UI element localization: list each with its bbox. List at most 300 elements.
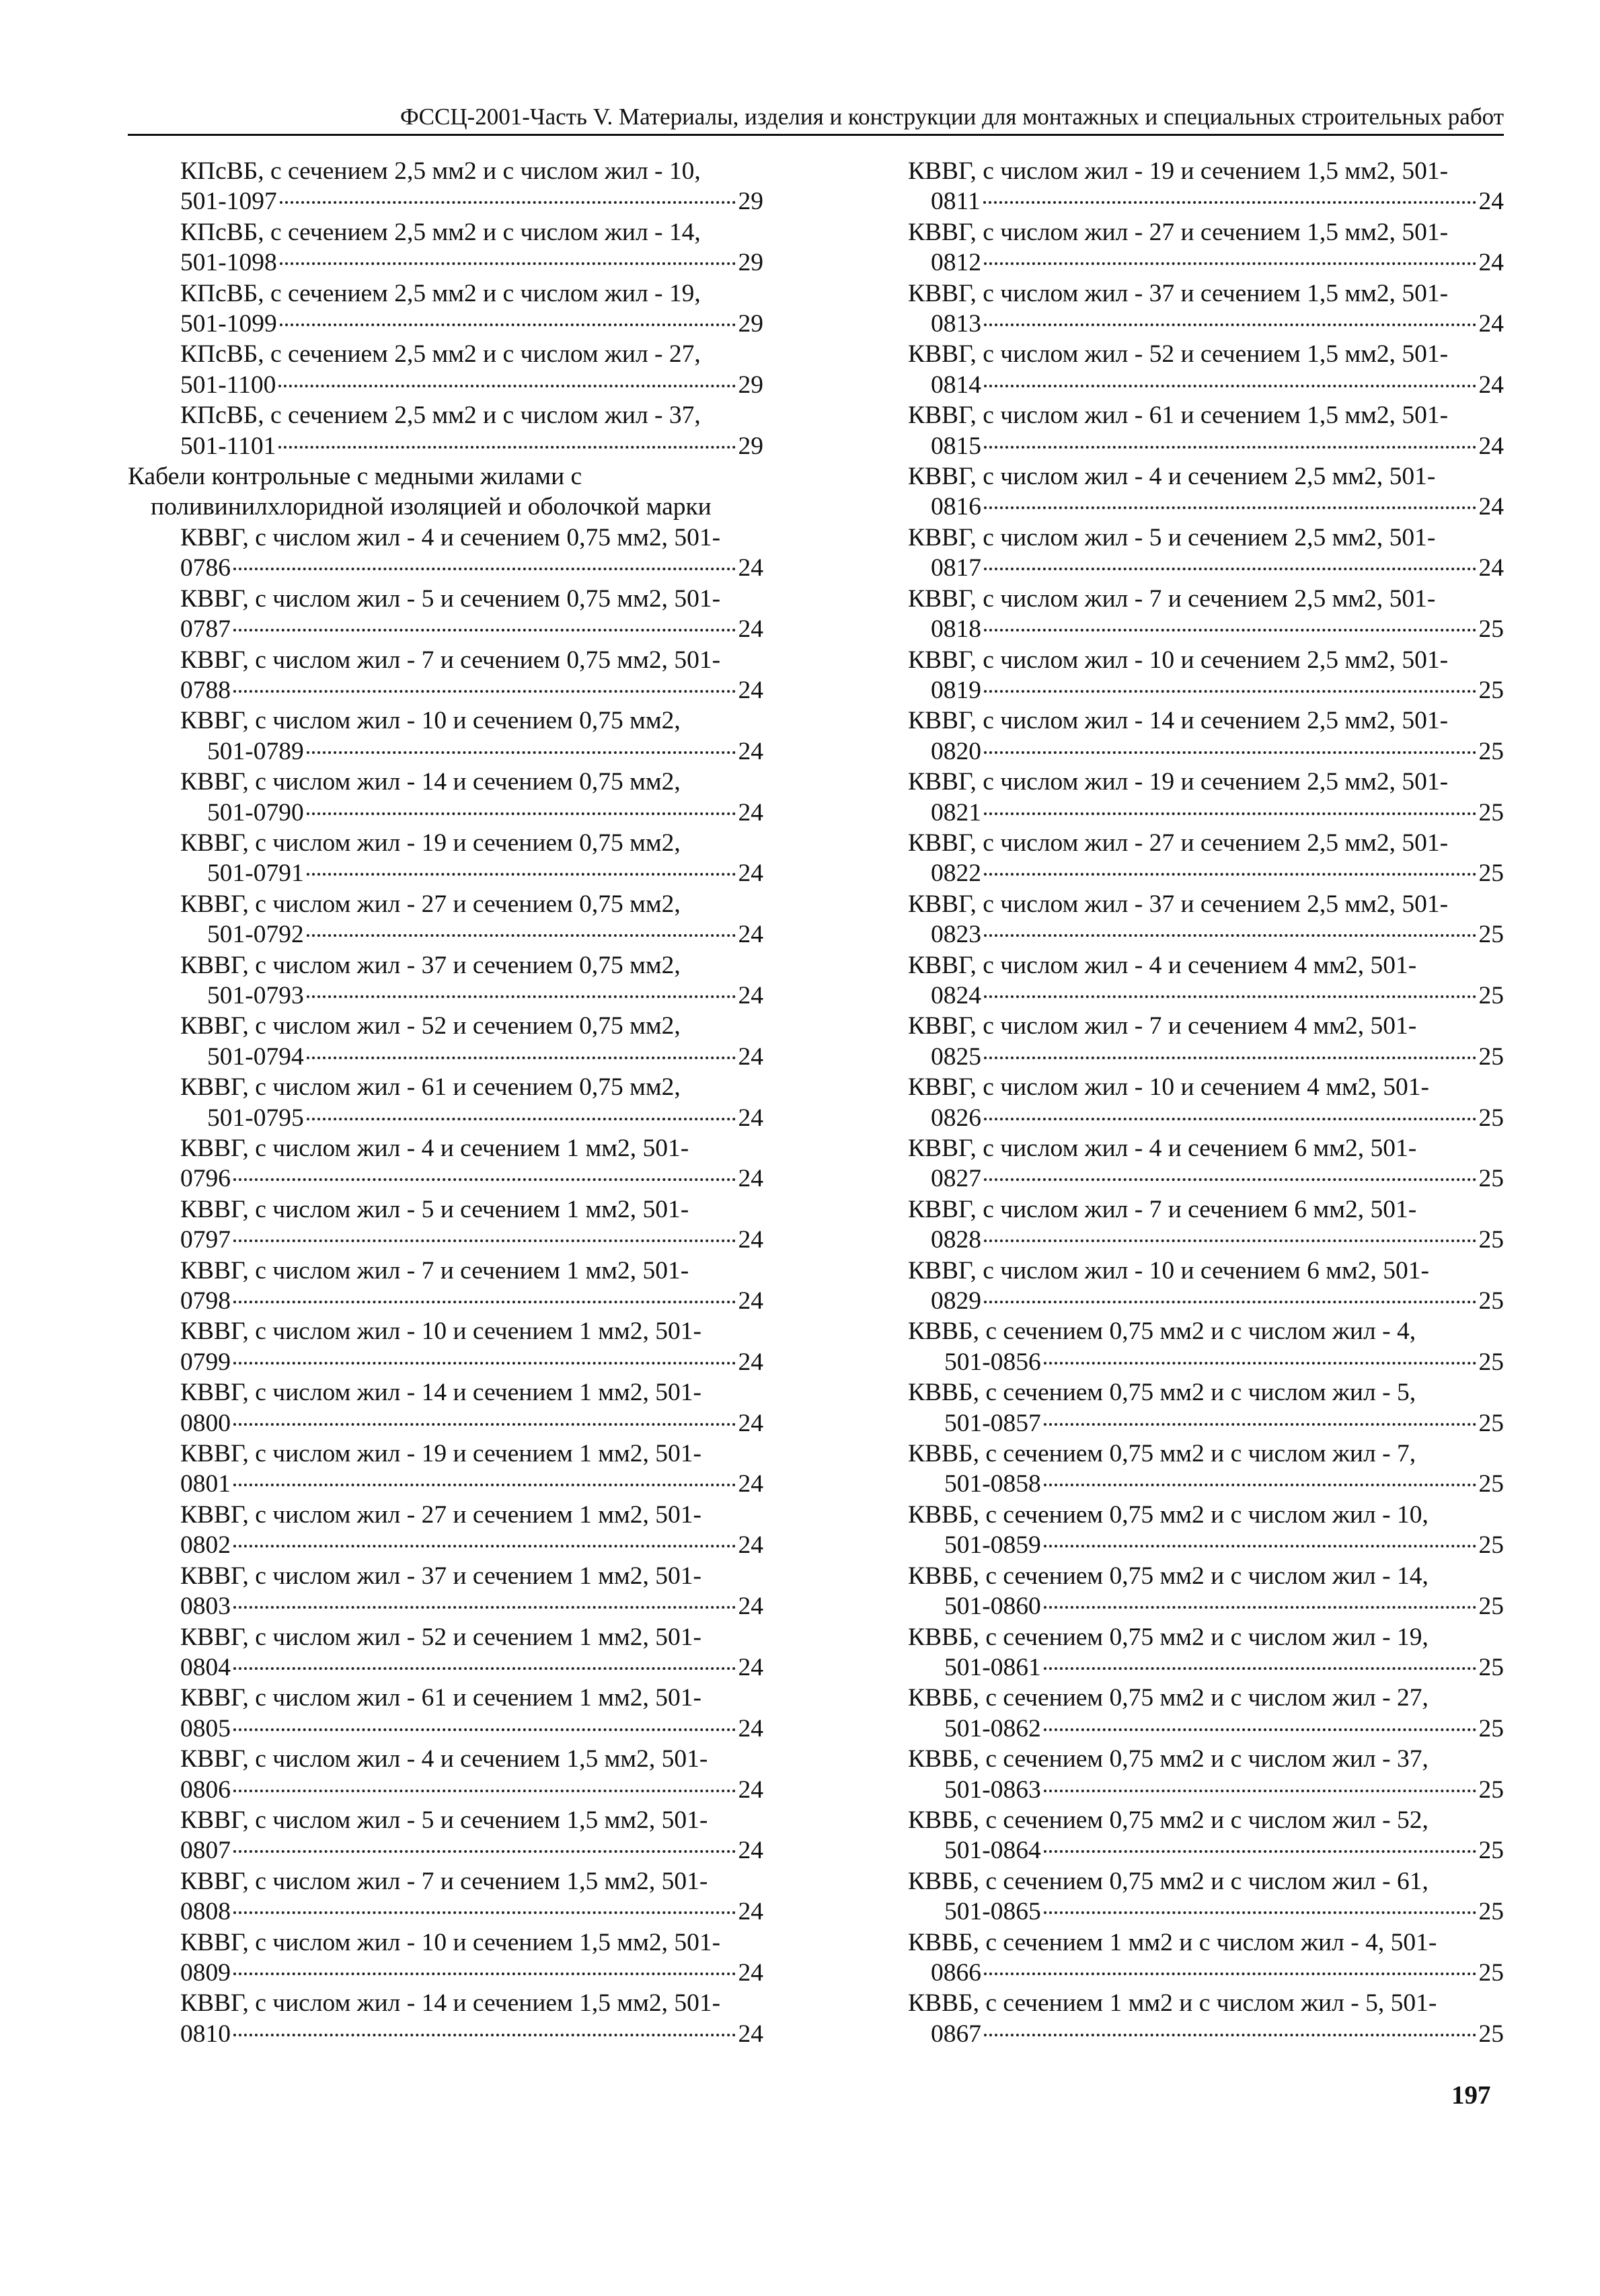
- entry-title: КВВБ, с сечением 1 мм2 и с числом жил - 5, 501-: [908, 1989, 1437, 2018]
- entry-title: КВВГ, с числом жил - 10 и сечением 2,5 мм2, 501-: [908, 646, 1449, 674]
- dot-leader: [984, 1973, 1476, 1975]
- dot-leader: [233, 1239, 736, 1242]
- entry-reference: [849, 1347, 1504, 1377]
- entry-reference: [849, 553, 1504, 583]
- entry-title: КВВГ, с числом жил - 5 и сечением 2,5 мм2, 501-: [908, 523, 1436, 551]
- index-entry: [849, 1316, 1504, 1377]
- dot-leader: [984, 629, 1476, 632]
- entry-page-ref: 24: [738, 1042, 763, 1071]
- index-entry: [849, 217, 1504, 278]
- entry-page-ref: 24: [738, 554, 763, 582]
- entry-title: КВВГ, с числом жил - 10 и сечением 4 мм2, 501-: [908, 1073, 1429, 1102]
- entry-reference: [849, 186, 1504, 217]
- index-entry: [849, 1622, 1504, 1683]
- entry-title: КВВГ, с числом жил - 4 и сечением 0,75 мм2, 501-: [180, 523, 721, 551]
- entry-reference: [128, 2019, 763, 2049]
- entry-title: КВВБ, с сечением 0,75 мм2 и с числом жил - 5,: [908, 1379, 1416, 1407]
- entry-reference: [128, 1163, 763, 1194]
- entry-reference: [849, 247, 1504, 278]
- entry-reference: [128, 1408, 763, 1439]
- entry-reference: [849, 798, 1504, 828]
- entry-page-ref: 25: [1478, 1409, 1504, 1437]
- entry-page-ref: 24: [738, 615, 763, 644]
- dot-leader: [1044, 1606, 1476, 1609]
- entry-reference: [849, 1775, 1504, 1805]
- index-entry: [128, 1377, 763, 1439]
- entry-page-ref: 25: [1478, 1898, 1504, 1926]
- entry-reference: [849, 1591, 1504, 1621]
- entry-code: 0797: [180, 1226, 231, 1254]
- entry-reference: [128, 1835, 763, 1866]
- index-entry: [849, 1194, 1504, 1256]
- entry-page-ref: 25: [1478, 981, 1504, 1009]
- entry-code: 0796: [180, 1165, 231, 1193]
- dot-leader: [1044, 1850, 1476, 1853]
- entry-page-ref: 24: [738, 1958, 763, 1987]
- entry-title: КВВГ, с числом жил - 10 и сечением 1,5 мм2, 501-: [180, 1928, 721, 1956]
- entry-reference: [849, 492, 1504, 522]
- entry-group-top: [128, 156, 763, 461]
- dot-leader: [984, 385, 1476, 387]
- dot-leader: [233, 1911, 736, 1914]
- entry-code: 0824: [931, 981, 981, 1009]
- entry-reference: [128, 1591, 763, 1621]
- entry-title: КВВГ, с числом жил - 7 и сечением 0,75 мм2, 501-: [180, 646, 721, 674]
- entry-code: 0809: [180, 1958, 231, 1987]
- entry-reference: [128, 858, 763, 888]
- entry-reference: [849, 981, 1504, 1011]
- entry-title: КВВГ, с числом жил - 5 и сечением 1 мм2, 501-: [180, 1195, 689, 1223]
- dot-leader: [307, 751, 736, 754]
- entry-title: КВВБ, с сечением 0,75 мм2 и с числом жил - 61,: [908, 1867, 1428, 1895]
- index-column-left: [128, 156, 763, 2049]
- entry-code: 501-0794: [207, 1042, 304, 1071]
- entry-group-bottom: [128, 523, 763, 2049]
- entry-code: 501-0857: [944, 1409, 1041, 1437]
- entry-reference: [128, 247, 763, 278]
- entry-title: КВВГ, с числом жил - 4 и сечением 2,5 мм2, 501-: [908, 463, 1436, 491]
- entry-title: КВВГ, с числом жил - 52 и сечением 1,5 мм2, 501-: [908, 340, 1449, 369]
- entry-code: 501-0790: [207, 798, 304, 827]
- entry-code: 0816: [931, 493, 981, 521]
- index-entry: [849, 1988, 1504, 2049]
- entry-reference: [128, 1469, 763, 1499]
- entry-code: 0787: [180, 615, 231, 644]
- dot-leader: [233, 1850, 736, 1853]
- entry-title: КВВГ, с числом жил - 37 и сечением 1,5 мм2, 501-: [908, 279, 1449, 307]
- entry-page-ref: 24: [738, 1287, 763, 1315]
- dot-leader: [984, 995, 1476, 998]
- entry-title: КПсВБ, с сечением 2,5 мм2 и с числом жил - 27,: [180, 340, 701, 369]
- entry-code: 0804: [180, 1653, 231, 1681]
- entry-page-ref: 24: [738, 1898, 763, 1926]
- entry-code: 501-0860: [944, 1593, 1041, 1621]
- entry-code: 501-1100: [180, 371, 276, 399]
- index-entry: [849, 1500, 1504, 1561]
- entry-reference: [128, 919, 763, 950]
- index-entry: [128, 339, 763, 400]
- entry-title: КВВГ, с числом жил - 52 и сечением 1 мм2, 501-: [180, 1623, 701, 1651]
- index-entry: [128, 950, 763, 1011]
- index-entry: [849, 767, 1504, 828]
- entry-title: КВВГ, с числом жил - 14 и сечением 2,5 мм2, 501-: [908, 707, 1449, 735]
- dot-leader: [984, 2034, 1476, 2036]
- dot-leader: [307, 873, 736, 876]
- index-entry: [849, 1256, 1504, 1317]
- entry-reference: [128, 1347, 763, 1377]
- entry-reference: [849, 1958, 1504, 1988]
- index-entry: [128, 767, 763, 828]
- entry-reference: [128, 431, 763, 461]
- entry-title: КВВГ, с числом жил - 10 и сечением 1 мм2, 501-: [180, 1317, 701, 1346]
- entry-title: КВВГ, с числом жил - 27 и сечением 1 мм2, 501-: [180, 1500, 701, 1529]
- entry-reference: [849, 919, 1504, 950]
- entry-code: 0867: [931, 2020, 981, 2048]
- entry-title: КВВГ, с числом жил - 14 и сечением 0,75 мм2,: [180, 768, 681, 796]
- entry-reference: [128, 675, 763, 705]
- entry-code: 0820: [931, 737, 981, 765]
- dot-leader: [984, 873, 1476, 876]
- running-header: ФССЦ-2001-Часть V. Материалы, изделия и конструкции для монтажных и специальных строительных работ: [399, 104, 1504, 130]
- entry-page-ref: 24: [738, 1226, 763, 1254]
- entry-page-ref: 29: [738, 310, 763, 338]
- entry-title: КВВБ, с сечением 1 мм2 и с числом жил - 4, 501-: [908, 1928, 1437, 1956]
- entry-reference: [128, 981, 763, 1011]
- index-entry: [128, 1072, 763, 1133]
- entry-page-ref: 24: [738, 1653, 763, 1681]
- entry-title: КПсВБ, с сечением 2,5 мм2 и с числом жил - 37,: [180, 401, 701, 430]
- entry-reference: [849, 1103, 1504, 1133]
- index-entry: [849, 645, 1504, 706]
- entry-reference: [128, 1714, 763, 1744]
- entry-code: 0815: [931, 432, 981, 460]
- entry-code: 0798: [180, 1287, 231, 1315]
- entry-page-ref: 25: [1478, 1958, 1504, 1987]
- index-entry: [849, 278, 1504, 340]
- entry-code: 0812: [931, 249, 981, 277]
- entry-reference: [128, 1958, 763, 1988]
- entry-page-ref: 25: [1478, 676, 1504, 704]
- entry-code: 0827: [931, 1165, 981, 1193]
- entry-page-ref: 25: [1478, 737, 1504, 765]
- entry-code: 0799: [180, 1348, 231, 1376]
- entry-page-ref: 24: [738, 1470, 763, 1498]
- dot-leader: [233, 1423, 736, 1426]
- entry-code: 501-1098: [180, 249, 277, 277]
- entry-page-ref: 24: [738, 1837, 763, 1865]
- entry-code: 501-0858: [944, 1470, 1041, 1498]
- entry-page-ref: 24: [1478, 493, 1504, 521]
- entry-code: 0817: [931, 554, 981, 582]
- entry-code: 501-1101: [180, 432, 276, 460]
- dot-leader: [233, 629, 736, 632]
- entry-title: КВВГ, с числом жил - 61 и сечением 0,75 мм2,: [180, 1073, 681, 1102]
- entry-code: 0821: [931, 798, 981, 827]
- index-entry: [128, 584, 763, 645]
- dot-leader: [1044, 1484, 1476, 1486]
- index-entry: [849, 1744, 1504, 1805]
- entry-code: 0802: [180, 1531, 231, 1560]
- dot-leader: [984, 690, 1476, 693]
- dot-leader: [984, 446, 1476, 449]
- entry-title: КВВГ, с числом жил - 37 и сечением 2,5 мм2, 501-: [908, 890, 1449, 918]
- entry-reference: [128, 309, 763, 339]
- index-entry: [128, 1561, 763, 1622]
- index-entry: [849, 1805, 1504, 1866]
- entry-title: КВВГ, с числом жил - 4 и сечением 1,5 мм2, 501-: [180, 1745, 708, 1773]
- entry-code: 501-0795: [207, 1104, 304, 1132]
- entry-title: КПсВБ, с сечением 2,5 мм2 и с числом жил - 10,: [180, 157, 701, 185]
- dot-leader: [307, 934, 736, 937]
- entry-code: 501-1099: [180, 310, 277, 338]
- entry-page-ref: 25: [1478, 1837, 1504, 1865]
- index-entry: [128, 523, 763, 584]
- index-entry: [128, 1256, 763, 1317]
- entry-reference: [128, 736, 763, 767]
- index-entry: [849, 1927, 1504, 1989]
- dot-leader: [1044, 1667, 1476, 1670]
- entry-reference: [849, 858, 1504, 888]
- entry-title: КВВГ, с числом жил - 19 и сечением 1 мм2, 501-: [180, 1440, 701, 1468]
- entry-title: КВВГ, с числом жил - 7 и сечением 1,5 мм2, 501-: [180, 1867, 708, 1895]
- dot-leader: [233, 1178, 736, 1181]
- index-entry: [128, 1988, 763, 2049]
- entry-page-ref: 25: [1478, 615, 1504, 644]
- entry-reference: [128, 553, 763, 583]
- entry-page-ref: 25: [1478, 1593, 1504, 1621]
- entry-page-ref: 24: [738, 1714, 763, 1743]
- entry-page-ref: 25: [1478, 1775, 1504, 1804]
- entry-page-ref: 24: [738, 1531, 763, 1560]
- entry-code: 0810: [180, 2020, 231, 2048]
- entry-reference: [849, 431, 1504, 461]
- entry-title: КВВБ, с сечением 0,75 мм2 и с числом жил - 7,: [908, 1440, 1416, 1468]
- entry-page-ref: 29: [738, 188, 763, 216]
- entry-code: 0801: [180, 1470, 231, 1498]
- entry-page-ref: 24: [738, 921, 763, 949]
- entry-title: КВВГ, с числом жил - 27 и сечением 0,75 мм2,: [180, 890, 681, 918]
- entry-code: 0814: [931, 371, 981, 399]
- entry-reference: [849, 1408, 1504, 1439]
- entry-reference: [128, 1225, 763, 1255]
- entry-page-ref: 29: [738, 432, 763, 460]
- dot-leader: [983, 201, 1476, 204]
- index-entry: [128, 1683, 763, 1744]
- entry-title: КПсВБ, с сечением 2,5 мм2 и с числом жил - 19,: [180, 279, 701, 307]
- index-entry: [128, 156, 763, 217]
- entry-title: КВВГ, с числом жил - 7 и сечением 1 мм2, 501-: [180, 1256, 689, 1285]
- dot-leader: [233, 1790, 736, 1792]
- entry-page-ref: 25: [1478, 921, 1504, 949]
- entry-title: КВВГ, с числом жил - 10 и сечением 6 мм2, 501-: [908, 1256, 1429, 1285]
- index-entry: [849, 1561, 1504, 1622]
- dot-leader: [984, 568, 1476, 570]
- entry-title: КВВГ, с числом жил - 61 и сечением 1,5 мм2, 501-: [908, 401, 1449, 430]
- entry-page-ref: 24: [1478, 188, 1504, 216]
- entry-title: КВВГ, с числом жил - 27 и сечением 2,5 мм2, 501-: [908, 829, 1449, 857]
- index-entry: [128, 705, 763, 767]
- entry-page-ref: 24: [1478, 371, 1504, 399]
- entry-code: 0807: [180, 1837, 231, 1865]
- entry-page-ref: 25: [1478, 1653, 1504, 1681]
- index-entry: [849, 828, 1504, 889]
- page-number: 197: [1451, 2081, 1491, 2110]
- entry-reference: [849, 614, 1504, 644]
- entry-code: 501-0862: [944, 1714, 1041, 1743]
- entry-code: 501-0859: [944, 1531, 1041, 1560]
- section-heading-line2: поливинилхлоридной изоляцией и оболочкой марки: [151, 493, 712, 521]
- entry-title: КВВГ, с числом жил - 19 и сечением 0,75 мм2,: [180, 829, 681, 857]
- entry-page-ref: 24: [738, 1593, 763, 1621]
- entry-code: 0818: [931, 615, 981, 644]
- index-entry: [128, 645, 763, 706]
- dot-leader: [278, 385, 735, 387]
- entry-page-ref: 25: [1478, 859, 1504, 888]
- entry-reference: [849, 1163, 1504, 1194]
- index-entry: [849, 1133, 1504, 1194]
- entry-page-ref: 25: [1478, 798, 1504, 827]
- entry-reference: [849, 736, 1504, 767]
- entry-title: КВВГ, с числом жил - 10 и сечением 0,75 мм2,: [180, 707, 681, 735]
- section-heading-line1: Кабели контрольные с медными жилами с: [128, 463, 582, 491]
- entry-code: 501-0789: [207, 737, 304, 765]
- entry-code: 0822: [931, 859, 981, 888]
- entry-reference: [128, 798, 763, 828]
- dot-leader: [233, 1545, 736, 1547]
- entry-code: 0823: [931, 921, 981, 949]
- entry-title: КВВГ, с числом жил - 4 и сечением 1 мм2, 501-: [180, 1135, 689, 1162]
- entry-title: КВВГ, с числом жил - 7 и сечением 2,5 мм2, 501-: [908, 584, 1436, 613]
- entry-code: 0813: [931, 310, 981, 338]
- dot-leader: [233, 1301, 736, 1303]
- entry-page-ref: 24: [1478, 249, 1504, 277]
- section-heading: [128, 461, 763, 523]
- entry-code: 0808: [180, 1898, 231, 1926]
- entry-reference: [128, 1042, 763, 1072]
- entry-page-ref: 24: [1478, 432, 1504, 460]
- index-entry: [128, 828, 763, 889]
- entry-page-ref: 25: [1478, 1226, 1504, 1254]
- entry-page-ref: 29: [738, 371, 763, 399]
- index-entry: [849, 584, 1504, 645]
- entry-title: КВВГ, с числом жил - 5 и сечением 1,5 мм2, 501-: [180, 1806, 708, 1834]
- entry-code: 501-0865: [944, 1898, 1041, 1926]
- dot-leader: [307, 1057, 736, 1059]
- entry-page-ref: 24: [738, 1775, 763, 1804]
- entry-reference: [849, 1714, 1504, 1744]
- entry-title: КВВГ, с числом жил - 19 и сечением 2,5 мм2, 501-: [908, 768, 1449, 796]
- dot-leader: [984, 1301, 1476, 1303]
- entry-title: КВВГ, с числом жил - 37 и сечением 0,75 мм2,: [180, 951, 681, 979]
- dot-leader: [984, 1178, 1476, 1181]
- entry-title: КВВГ, с числом жил - 5 и сечением 0,75 мм2, 501-: [180, 584, 721, 613]
- dot-leader: [280, 201, 736, 204]
- entry-title: КВВГ, с числом жил - 52 и сечением 0,75 мм2,: [180, 1012, 681, 1040]
- entry-code: 501-0861: [944, 1653, 1041, 1681]
- entry-title: КВВГ, с числом жил - 14 и сечением 1 мм2, 501-: [180, 1379, 701, 1407]
- entry-title: КВВГ, с числом жил - 37 и сечением 1 мм2, 501-: [180, 1562, 701, 1590]
- entry-code: 0786: [180, 554, 231, 582]
- entry-code: 0826: [931, 1104, 981, 1132]
- entry-code: 0805: [180, 1714, 231, 1743]
- dot-leader: [984, 1239, 1476, 1242]
- entry-page-ref: 24: [738, 798, 763, 827]
- index-entry: [849, 523, 1504, 584]
- entry-code: 0811: [931, 188, 981, 216]
- dot-leader: [1044, 1728, 1476, 1731]
- entry-reference: [849, 1286, 1504, 1316]
- dot-leader: [278, 446, 735, 449]
- dot-leader: [984, 506, 1476, 509]
- dot-leader: [1044, 1545, 1476, 1547]
- dot-leader: [233, 690, 736, 693]
- index-entry: [849, 950, 1504, 1011]
- entry-code: 0819: [931, 676, 981, 704]
- entry-page-ref: 24: [738, 859, 763, 888]
- entry-code: 501-0864: [944, 1837, 1041, 1865]
- dot-leader: [1044, 1362, 1476, 1365]
- entry-title: КВВБ, с сечением 0,75 мм2 и с числом жил - 19,: [908, 1623, 1428, 1651]
- entry-page-ref: 25: [1478, 1104, 1504, 1132]
- entry-title: КВВГ, с числом жил - 7 и сечением 6 мм2, 501-: [908, 1195, 1417, 1223]
- index-entry: [849, 1866, 1504, 1927]
- entry-page-ref: 25: [1478, 1165, 1504, 1193]
- dot-leader: [984, 751, 1476, 754]
- index-entry: [128, 1927, 763, 1989]
- index-entry: [128, 1744, 763, 1805]
- entry-code: 0828: [931, 1226, 981, 1254]
- index-entry: [128, 1622, 763, 1683]
- dot-leader: [307, 812, 736, 815]
- entry-code: 501-0863: [944, 1775, 1041, 1804]
- dot-leader: [984, 262, 1476, 265]
- entry-page-ref: 25: [1478, 1348, 1504, 1376]
- entry-page-ref: 25: [1478, 1531, 1504, 1560]
- index-entry: [128, 278, 763, 340]
- entry-code: 0806: [180, 1775, 231, 1804]
- dot-leader: [1044, 1423, 1476, 1426]
- index-entry: [849, 1011, 1504, 1072]
- entry-code: 0866: [931, 1958, 981, 1987]
- index-entry: [128, 1316, 763, 1377]
- index-entry: [128, 1866, 763, 1927]
- entry-reference: [128, 370, 763, 400]
- entry-reference: [128, 1530, 763, 1560]
- entry-page-ref: 25: [1478, 2020, 1504, 2048]
- entry-page-ref: 24: [738, 1409, 763, 1437]
- dot-leader: [307, 995, 736, 998]
- index-entry: [849, 1439, 1504, 1500]
- entry-reference: [128, 186, 763, 217]
- entry-title: КВВГ, с числом жил - 7 и сечением 4 мм2, 501-: [908, 1012, 1417, 1040]
- entry-code: 0829: [931, 1287, 981, 1315]
- dot-leader: [233, 2034, 736, 2036]
- entry-reference: [849, 1897, 1504, 1927]
- entry-title: КВВГ, с числом жил - 4 и сечением 6 мм2, 501-: [908, 1135, 1417, 1162]
- entry-page-ref: 24: [738, 981, 763, 1009]
- entry-title: КВВГ, с числом жил - 27 и сечением 1,5 мм2, 501-: [908, 218, 1449, 246]
- entry-reference: [128, 614, 763, 644]
- entry-page-ref: 24: [738, 1165, 763, 1193]
- entry-page-ref: 24: [1478, 310, 1504, 338]
- index-entry: [128, 1194, 763, 1256]
- index-entry: [128, 889, 763, 950]
- index-entry: [849, 339, 1504, 400]
- entry-page-ref: 25: [1478, 1287, 1504, 1315]
- entry-reference: [849, 1835, 1504, 1866]
- entry-title: КВВГ, с числом жил - 61 и сечением 1 мм2, 501-: [180, 1684, 701, 1712]
- entry-reference: [849, 2019, 1504, 2049]
